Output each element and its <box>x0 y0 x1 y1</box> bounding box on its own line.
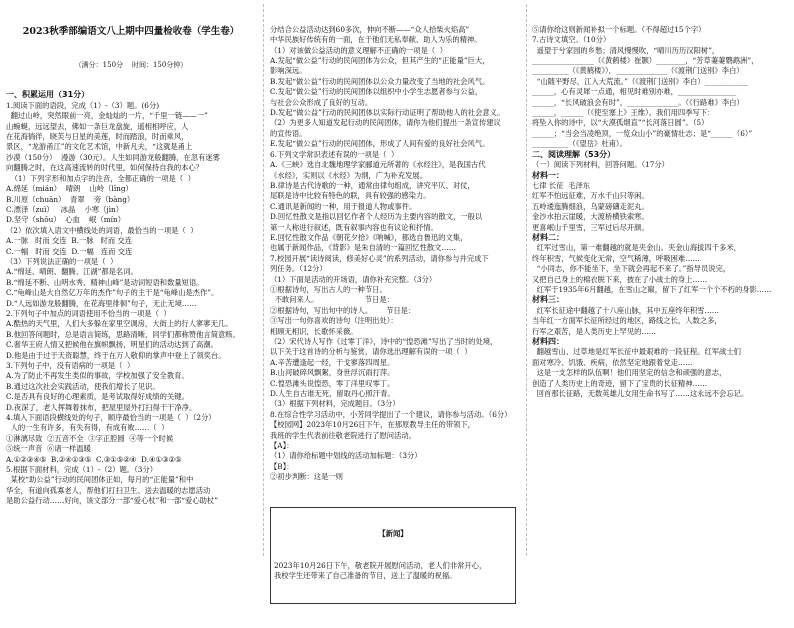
text-line: A.一脉 时而 交连 B.一脉 时而 交连 <box>6 236 133 246</box>
text-line: C.是否具有良好的心理素质，是考试取得好成绩的关键。 <box>6 392 189 402</box>
text-line: __________（《黄鹤楼》），______________（《渡荆门送别》李白） <box>532 66 744 76</box>
text-line: 行军之艰苦，是人类历史上罕见的…… <box>532 326 657 336</box>
column-right <box>532 4 790 420</box>
news-box-title: 【新闻】 <box>378 529 408 539</box>
text-line: ⑤统一声音 ⑥诸一样温暖 <box>6 444 91 454</box>
text-line: E.发起“做公益”行动的民间团体，形成了人间有爱的良好社会风气。 <box>270 139 490 149</box>
text-line: 我班的学生代表前往敬老院进行了慰问活动。 <box>270 430 416 440</box>
text-line: （一）阅读下列材料，回答问题。（17分） <box>532 160 669 170</box>
text-line: ______，“长风破浪会有时”，______________。（《行路难》李白） <box>532 97 744 107</box>
text-line: 将坠入你的诗中，以“大漠孤烟直”“长河落日圆”。（5） <box>532 118 709 128</box>
text-line: 七律 长征 毛泽东 <box>532 180 591 190</box>
text-line: ⑤请你给这则新闻补拟一个标题。（不得超过15个字） <box>532 24 706 34</box>
text-line: 向翻腾之时，在这高速流转的时代里，如何保持自我的本心？ <box>6 163 204 173</box>
text-line: 创造了人类历史上的奇迹，留下了宝贵的长征精神…… <box>532 378 708 388</box>
text-line: 更喜岷山千里雪，三军过后尽开颜。 <box>532 222 649 232</box>
text-line: A.发起“做公益”行动的民间团体为公众，但其产生的“正能量”巨大， <box>270 56 490 66</box>
text-line: 面对寒冷、饥饿、疾病，依然坚定地跟着党走…… <box>532 357 693 367</box>
text-line: D.他是由于过于天资聪慧，终于在万人敬仰的掌声中登上了领奖台。 <box>6 350 226 360</box>
text-line: （3）下列说法正确的一项是（ ） <box>6 256 118 266</box>
text-line: 终年积雪，气候变化无常，空气稀薄，呼吸困难…… <box>532 253 700 263</box>
text-line: C.惶恐滩头说惶恐，零丁洋里叹零丁。 <box>270 378 395 388</box>
text-line: 又把自己身上的棉衣脱下来，披在了小战士的身上…… <box>532 274 708 284</box>
text-line: 我校学生还带来了自己准备的节目，送上了温暖的祝福。 <box>274 570 457 580</box>
text-line: ______；“当会当凌绝顶，一览众山小”的豪情壮志；是“______（6）” <box>532 128 753 138</box>
text-line: 材料四： <box>532 337 564 346</box>
text-line: 二、阅读理解（53分） <box>532 149 616 159</box>
text-line: 【校园网】2023年10月26日下午，在那原教导主任的带领下， <box>270 420 475 430</box>
text-line: A.《三峡》选自北魏地理学家郦道元所著的《水经注》，是我国古代 <box>270 160 486 170</box>
middle-text <box>270 25 520 483</box>
text-line: B.他回答问题时，总是语言简练，思路清晰，同学们都称赞他言简意赅。 <box>6 329 240 339</box>
text-line: 华全，有道向孤寡老人，帮他们打扫卫生、送去温暖的志愿活动 <box>6 485 211 495</box>
text-line: C.“龟峰山是大自然亿万年的杰作”句子的主干是“龟峰山是杰作”。 <box>6 288 219 298</box>
text-line: B.通过这次社会实践活动，使我们增长了见识。 <box>6 381 160 391</box>
text-line: 相顾无相识，长歌怀采薇。 <box>270 326 358 336</box>
text-line: 红军长征途中翻越了十八座山脉，其中五座终年积雪…… <box>532 305 720 315</box>
news-box <box>270 507 516 605</box>
text-line: B.川原（chuān） 青翠 旁（bàng） <box>6 194 135 204</box>
text-line: B.“绵延不断、山明水秀、精神山峰”是动词短语和数量短语。 <box>6 277 204 287</box>
text-line: C.奢华王府人情又把候他在旗帜飘扬，明星们的活动达到了高潮。 <box>6 340 218 350</box>
text-line: 也属于新闻作品，《背影》是朱自清的一篇回忆性散文…… <box>270 243 457 253</box>
text-line: 回首那长征路，无数英雄儿女用生命书写了……这永远不会忘记。 <box>532 389 749 399</box>
text-line: 不敢问来人。 节日是： <box>270 295 394 305</box>
text-line: D.回忆性散文是指以回忆作者个人经历为主要内容的散文，一般以 <box>270 212 483 222</box>
text-line: D.发起“做公益”行动的民间团体以实际行动证明了帮助他人的社会意义。 <box>270 108 505 118</box>
text-line: 7.校园开展“读诗阅读，修美好心灵”的系列活动，请你参与并完成下 <box>270 253 489 263</box>
text-line: 红军不怕远征难，万水千山只等闲。 <box>532 191 649 201</box>
text-line: 中华民族好传统有的一面，在于他们无私奉献、助人为乐的精神。 <box>270 35 482 45</box>
text-line: 材料一： <box>532 170 564 180</box>
text-line: 6.下列文学常识表述有误的一项是（ ） <box>270 149 399 159</box>
text-line: 第一人称进行叙述，既有叙事内容也有议论和抒情。 <box>270 222 438 232</box>
text-line: ______，______（《使至塞上》王维）。我们用四季写下： <box>532 108 715 118</box>
text-line: 3.下列句子中，没有语病的一项是（ ） <box>6 361 135 370</box>
text-line: 尾联是诗中比较有特色的联，具有较强的感染力。 <box>270 191 431 201</box>
text-line: 7.古诗文填空。（10分） <box>532 35 611 45</box>
text-line: ①根据诗句，写出古人的一种节日。 <box>270 284 387 294</box>
text-line: 2.下列句子中加点的词语使用不恰当的一项是（ ） <box>6 308 171 318</box>
text-line: 五岭逶迤腾细浪，乌蒙磅礴走泥丸。 <box>532 201 649 211</box>
text-line: 人的一生有许多，有失有得，有成有败……（ ） <box>6 423 169 433</box>
text-line: 红军于1935年6月翻越，在雪山之巅，留下了红军一个个不朽的身影…… <box>532 284 772 294</box>
text-line: D.“人远如游龙般翻腾，在花海里徘徊”句子，无止无境…… <box>6 298 197 308</box>
text-line: A.为了防止不再发生类似的事故，学校加强了安全教育。 <box>6 371 189 381</box>
text-line: D.夜深了，老人挥舞着抹布，把屋里屋外打扫得干干净净。 <box>6 402 197 412</box>
text-line: 材料三： <box>532 295 564 305</box>
text-line: C.一幅 时而 交连 D.一幅 连而 交连 <box>6 246 133 256</box>
right-text <box>532 25 790 400</box>
text-line: 1.阅读下面的语段，完成（1）-（3）题。(6分) <box>6 100 160 110</box>
text-line: D.坚守（shǒu） 心血 岷（mín） <box>6 215 125 225</box>
text-line: ③写出一句你喜欢的诗句（注明出处）： <box>270 316 398 326</box>
text-line: 2023年10月26日下午，敬老院开展慰问活动，老人们非常开心， <box>274 560 487 570</box>
text-line: 与社会公众形成了良好的互动。 <box>270 97 373 107</box>
text-line: E.回忆性散文作品《朝花夕拾》《呐喊》，都选自鲁迅的文集， <box>270 232 468 242</box>
text-line: （1）下面是活动的开场语，请你补充完整。（3分） <box>270 274 437 284</box>
text-line: A.辛苦遭逢起一经，干戈寥落四周星。 <box>270 357 395 367</box>
text-line: C.漂泽（zuì） 冰晶 小寒（jìn） <box>6 204 124 214</box>
exam-title: 2023秋季部编语文八上期中四量检收卷（学生卷） <box>22 25 240 37</box>
text-line: 材料二： <box>532 232 564 242</box>
text-line: C.通讯是新闻的一种，用于报道人物或事件。 <box>270 201 417 211</box>
text-line: 沙漠（150分） 漫游（30元）。人生如同游龙般翻腾，在忽有迷雾 <box>6 152 220 162</box>
text-line: B.律诗是古代诗歌的一种，通常由律句组成，讲究平仄、对仗， <box>270 180 475 190</box>
text-line: 山蜿蜒，远远望去，佛如一条巨龙盘旋，遥相相呼应，人 <box>6 121 189 131</box>
text-line: “小同志，你不能坐下，坐下就会再起不来了。”指导员说完， <box>532 264 731 274</box>
text-line: 翻过山岭，突然眼前一亮，金灿灿的一片，“千里一链——一” <box>6 111 208 121</box>
text-line: 是助公益行动……好向，该文部分一部“爱心杖”和一部“爱心助杖” <box>6 496 218 506</box>
left-text <box>6 90 256 506</box>
column-divider <box>526 4 527 556</box>
text-line: 这是一支怎样的队伍啊！他们用坚定的信念和顽强的意志， <box>532 368 727 378</box>
text-line: （1）请你给标题中划线的活动加标题：（3分） <box>270 451 422 461</box>
text-line: 以下关于这首诗的分析与鉴赏，请你选出理解有误的一项（ ） <box>270 347 472 357</box>
text-line: D.人生自古谁无死，留取丹心照汗青。 <box>270 389 395 399</box>
text-line: _________________（《黄鹤楼》崔颢）________，“芳草萋萋鹦鹉洲”， <box>532 56 759 66</box>
column-left <box>6 4 256 528</box>
text-line: ②初步判断：这是一则 <box>270 472 343 482</box>
text-line: 【A】： <box>270 441 294 451</box>
text-line: C.发起“做公益”行动的民间团体以组织中小学生志愿者参与公益， <box>270 87 483 97</box>
text-line: （2）依次填入语文中横线处的词语，最恰当的一项是（ ） <box>6 225 198 235</box>
text-line: 一、积累运用（31分） <box>6 90 90 100</box>
column-divider <box>263 4 264 556</box>
text-line: 遥望于兮家园的乡愁；清风慢慢吹，“晴川历历汉阳树”， <box>532 45 720 55</box>
text-line: B.山河破碎风飘絮，身世浮沉雨打萍。 <box>270 368 395 378</box>
text-line: （3）根据下列材料，完成题目。（3分） <box>270 399 400 409</box>
text-line: A.①②③④⑤ B.②④①③⑤ C.③①⑤②④ D.④①③②⑤ <box>6 454 182 464</box>
text-line: B.发起“做公益”行动的民间团体以公众力量改变了当地的社会风气。 <box>270 76 490 86</box>
exam-meta: （满分：150分 时间：150分钟） <box>74 60 188 69</box>
column-middle <box>270 4 520 628</box>
text-line: 8.在综合性学习活动中，小芳同学提出了一个建议，请你参与活动。（6分） <box>270 409 512 419</box>
text-line: 红军过雪山，第一难翻越的就是夹金山。夹金山海拔四千多米， <box>532 243 741 253</box>
text-line: ②根据诗句，写出句中的诗人。 节日是： <box>270 305 416 315</box>
text-line: ______，心有灵犀一点通，相见时难别亦难，________________ <box>532 87 737 97</box>
text-line: “山随平野尽，江入大荒流。”（《渡荆门送别》李白）____________ <box>532 76 749 86</box>
text-line: （2）宋代诗人写作《过零丁洋》，诗中的“惶恐滩”写出了当时的处境， <box>270 337 498 346</box>
text-line: （1）对该做公益活动的意义理解不正确的一项是（ ） <box>270 45 448 55</box>
text-line: ①淋漓尽致 ②五音不全 ③字正腔圆 ④等一个时候 <box>6 433 174 443</box>
text-line: 翻越雪山、过草地是红军长征中最艰难的一段征程。红军战士们 <box>532 347 741 357</box>
text-line: 分结合公益活动达到60多次，伸向不断——“众人拾柴火焰高” <box>270 24 470 34</box>
text-line: 影响深远。 <box>270 66 307 76</box>
news-box-text <box>274 561 512 582</box>
text-line: A.酷热的天气里，人们大多躲在家里空调房，大街上的行人寥寥无几。 <box>6 319 233 329</box>
text-line: （2）为更多人知道发起行动的民间团体，请你为他们提出一条宣传建议 <box>270 118 501 128</box>
text-line: 5.根据下面材料，完成（1）-（2）题。（3分） <box>6 465 158 475</box>
text-line: 【B】： <box>270 461 294 471</box>
text-line: A.“绵延、晴朗、翻腾、江湖”都是名词。 <box>6 267 138 277</box>
text-line: A.绵延（mián） 晴朗 山岭（lǐng） <box>6 184 133 194</box>
text-line: 某校“助公益”行动的民间团体正如，每月的“正能量”和中 <box>6 475 194 485</box>
text-line: __________（《望岳》杜甫）。 <box>532 139 627 149</box>
text-line: 4.填入下面语段横线处的句子，顺序最恰当的一项是（ ）（2分） <box>6 413 216 423</box>
text-line: （1）下列字形和加点字的注音，全都正确的一项是（ ） <box>6 173 196 183</box>
text-line: 列任务。（12分） <box>270 264 327 274</box>
text-line: 金沙水拍云崖暖，大渡桥横铁索寒。 <box>532 212 649 222</box>
text-line: 在花海徜徉，晓芙与日星的美莲，时而踏浪，时而乘风， <box>6 132 189 142</box>
text-line: 当年红一方面军长征所经过的地区，路线之长，人数之多， <box>532 316 722 326</box>
text-line: 《水经》，实则以《水经》为纲，广为补充发展。 <box>270 170 427 180</box>
text-line: 的宣传语。 <box>270 128 307 138</box>
text-line: 景区，“龙游甬江”的文化艺术馆，中新凡夫，“这就是甬上 <box>6 142 193 152</box>
